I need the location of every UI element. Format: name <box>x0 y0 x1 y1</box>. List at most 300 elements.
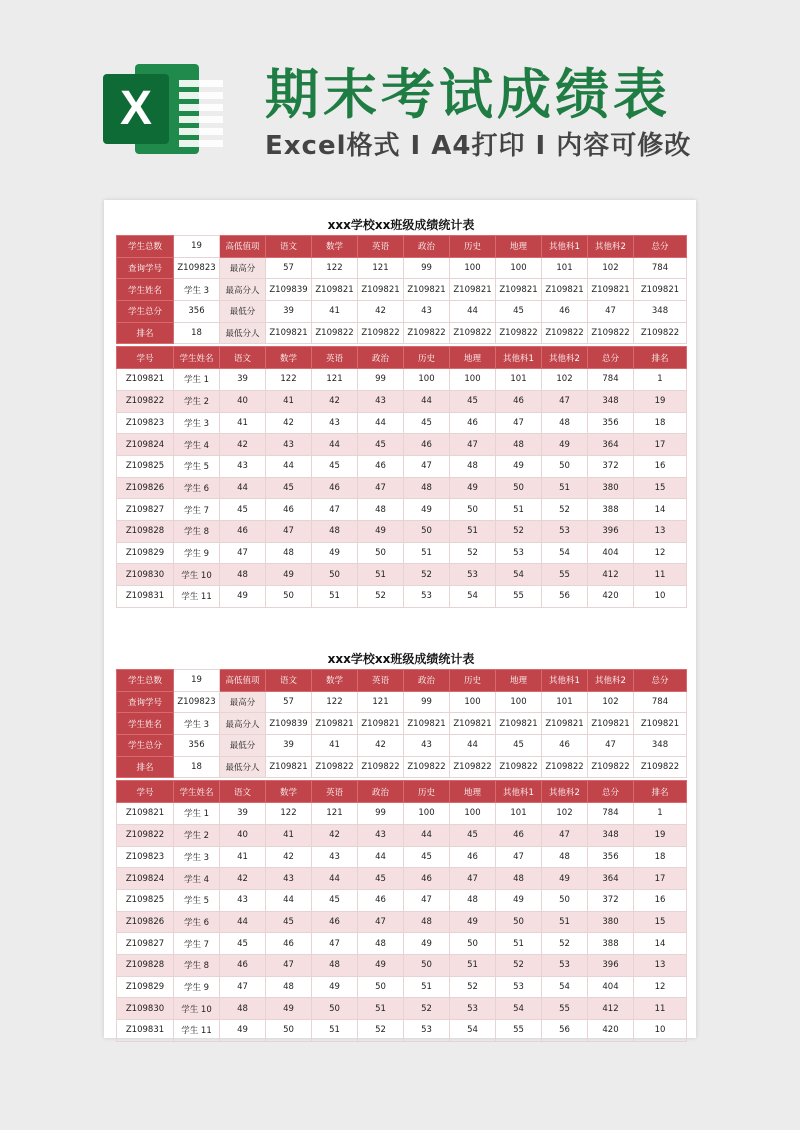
grade-cell[interactable]: 53 <box>542 520 588 542</box>
grade-cell[interactable]: 46 <box>496 824 542 846</box>
grade-cell[interactable]: 39 <box>220 803 266 825</box>
grade-cell[interactable]: 53 <box>542 954 588 976</box>
grade-cell[interactable]: 49 <box>312 542 358 564</box>
stat-cell[interactable]: Z109821 <box>496 279 542 301</box>
stat-cell[interactable]: Z109821 <box>404 279 450 301</box>
stat-cell[interactable]: Z109821 <box>634 279 687 301</box>
grade-cell[interactable]: 396 <box>588 954 634 976</box>
grade-cell[interactable]: 49 <box>358 520 404 542</box>
grade-cell[interactable]: 55 <box>496 586 542 608</box>
grade-cell[interactable]: 44 <box>266 455 312 477</box>
grade-cell[interactable]: 53 <box>450 998 496 1020</box>
grade-cell[interactable]: 49 <box>266 998 312 1020</box>
stat-cell[interactable]: Z109822 <box>450 322 496 344</box>
stat-cell[interactable]: Z109822 <box>358 756 404 778</box>
grade-cell[interactable]: 100 <box>404 803 450 825</box>
grade-cell[interactable]: 43 <box>358 390 404 412</box>
grade-cell[interactable]: 学生 3 <box>174 412 220 434</box>
grade-cell[interactable]: 44 <box>312 868 358 890</box>
grade-cell[interactable]: 52 <box>542 933 588 955</box>
grade-cell[interactable]: 51 <box>358 564 404 586</box>
grade-cell[interactable]: 48 <box>496 868 542 890</box>
grade-cell[interactable]: 14 <box>634 499 687 521</box>
grade-cell[interactable]: 46 <box>312 477 358 499</box>
grade-cell[interactable]: 50 <box>542 889 588 911</box>
grade-cell[interactable]: 47 <box>358 911 404 933</box>
grade-cell[interactable]: 41 <box>266 390 312 412</box>
grade-cell[interactable]: Z109828 <box>117 520 174 542</box>
stat-cell[interactable]: 44 <box>450 735 496 757</box>
grade-cell[interactable]: Z109824 <box>117 868 174 890</box>
grade-cell[interactable]: 49 <box>542 868 588 890</box>
grade-cell[interactable]: 42 <box>220 868 266 890</box>
grade-cell[interactable]: 16 <box>634 455 687 477</box>
grade-cell[interactable]: 50 <box>312 564 358 586</box>
grade-cell[interactable]: 52 <box>496 520 542 542</box>
grade-cell[interactable]: 43 <box>266 868 312 890</box>
grade-cell[interactable]: 17 <box>634 434 687 456</box>
grade-cell[interactable]: Z109821 <box>117 803 174 825</box>
stat-cell[interactable]: Z109839 <box>266 713 312 735</box>
grade-cell[interactable]: Z109826 <box>117 911 174 933</box>
grade-cell[interactable]: 学生 7 <box>174 499 220 521</box>
grade-cell[interactable]: 52 <box>496 954 542 976</box>
grade-cell[interactable]: 372 <box>588 889 634 911</box>
grade-cell[interactable]: 55 <box>542 998 588 1020</box>
grade-cell[interactable]: 48 <box>312 954 358 976</box>
stat-cell[interactable]: 122 <box>312 257 358 279</box>
grade-cell[interactable]: 48 <box>266 542 312 564</box>
grade-cell[interactable]: 学生 1 <box>174 803 220 825</box>
grade-cell[interactable]: 51 <box>312 586 358 608</box>
grade-cell[interactable]: 100 <box>450 803 496 825</box>
grade-cell[interactable]: 54 <box>496 998 542 1020</box>
grade-cell[interactable]: 18 <box>634 412 687 434</box>
grade-cell[interactable]: 45 <box>358 868 404 890</box>
grade-cell[interactable]: Z109827 <box>117 499 174 521</box>
grade-cell[interactable]: Z109831 <box>117 1020 174 1042</box>
grade-cell[interactable]: 50 <box>358 976 404 998</box>
grade-cell[interactable]: 51 <box>358 998 404 1020</box>
stat-cell[interactable]: 100 <box>496 257 542 279</box>
grade-cell[interactable]: 39 <box>220 369 266 391</box>
grade-cell[interactable]: 19 <box>634 390 687 412</box>
grade-cell[interactable]: 100 <box>450 369 496 391</box>
grade-cell[interactable]: 47 <box>542 390 588 412</box>
grade-cell[interactable]: 学生 1 <box>174 369 220 391</box>
grade-cell[interactable]: 46 <box>312 911 358 933</box>
grade-cell[interactable]: 46 <box>450 412 496 434</box>
grade-cell[interactable]: 40 <box>220 824 266 846</box>
grade-cell[interactable]: 56 <box>542 586 588 608</box>
grade-cell[interactable]: 44 <box>220 477 266 499</box>
grade-cell[interactable]: 19 <box>634 824 687 846</box>
grade-cell[interactable]: 54 <box>496 564 542 586</box>
grade-cell[interactable]: 51 <box>450 520 496 542</box>
grade-cell[interactable]: 50 <box>358 542 404 564</box>
grade-cell[interactable]: 45 <box>266 911 312 933</box>
stat-cell[interactable]: 101 <box>542 691 588 713</box>
stat-cell[interactable]: Z109821 <box>358 279 404 301</box>
grade-cell[interactable]: 12 <box>634 976 687 998</box>
grade-cell[interactable]: 404 <box>588 542 634 564</box>
grade-cell[interactable]: 53 <box>496 976 542 998</box>
grade-cell[interactable]: 42 <box>266 412 312 434</box>
grade-cell[interactable]: 学生 5 <box>174 455 220 477</box>
grade-cell[interactable]: 101 <box>496 803 542 825</box>
grade-cell[interactable]: Z109825 <box>117 455 174 477</box>
grade-cell[interactable]: 47 <box>404 889 450 911</box>
grade-cell[interactable]: 49 <box>542 434 588 456</box>
grade-cell[interactable]: 学生 9 <box>174 542 220 564</box>
grade-cell[interactable]: 52 <box>404 564 450 586</box>
grade-cell[interactable]: 学生 3 <box>174 846 220 868</box>
grade-cell[interactable]: 46 <box>404 868 450 890</box>
grade-cell[interactable]: 43 <box>220 455 266 477</box>
stat-cell[interactable]: Z109821 <box>634 713 687 735</box>
grade-cell[interactable]: 54 <box>450 586 496 608</box>
stat-cell[interactable]: Z109839 <box>266 279 312 301</box>
grade-cell[interactable]: 45 <box>404 412 450 434</box>
grade-cell[interactable]: Z109823 <box>117 846 174 868</box>
grade-cell[interactable]: 99 <box>358 369 404 391</box>
grade-cell[interactable]: 44 <box>404 824 450 846</box>
grade-cell[interactable]: 364 <box>588 434 634 456</box>
grade-cell[interactable]: 15 <box>634 911 687 933</box>
stat-cell[interactable]: 100 <box>450 691 496 713</box>
stat-cell[interactable]: Z109821 <box>542 713 588 735</box>
grade-cell[interactable]: 46 <box>220 520 266 542</box>
grade-cell[interactable]: 学生 2 <box>174 824 220 846</box>
stat-cell[interactable]: 57 <box>266 257 312 279</box>
grade-cell[interactable]: 54 <box>542 976 588 998</box>
grade-cell[interactable]: 13 <box>634 954 687 976</box>
grade-cell[interactable]: 51 <box>404 542 450 564</box>
grade-cell[interactable]: Z109830 <box>117 998 174 1020</box>
stat-cell[interactable]: 39 <box>266 735 312 757</box>
grade-cell[interactable]: 420 <box>588 1020 634 1042</box>
grade-cell[interactable]: 48 <box>266 976 312 998</box>
stat-cell[interactable]: Z109822 <box>404 322 450 344</box>
stat-cell[interactable]: 39 <box>266 301 312 323</box>
grade-cell[interactable]: 53 <box>404 1020 450 1042</box>
stat-cell[interactable]: Z109821 <box>542 279 588 301</box>
grade-cell[interactable]: 48 <box>496 434 542 456</box>
grade-cell[interactable]: 56 <box>542 1020 588 1042</box>
summary-value[interactable]: 18 <box>174 322 220 344</box>
stat-cell[interactable]: Z109822 <box>588 322 634 344</box>
grade-cell[interactable]: 1 <box>634 803 687 825</box>
grade-cell[interactable]: 12 <box>634 542 687 564</box>
stat-cell[interactable]: Z109822 <box>312 322 358 344</box>
grade-cell[interactable]: 48 <box>404 911 450 933</box>
grade-cell[interactable]: 45 <box>220 933 266 955</box>
grade-cell[interactable]: 42 <box>266 846 312 868</box>
stat-cell[interactable]: Z109822 <box>358 322 404 344</box>
grade-cell[interactable]: 356 <box>588 412 634 434</box>
grade-cell[interactable]: 43 <box>312 412 358 434</box>
grade-cell[interactable]: 48 <box>542 412 588 434</box>
stat-cell[interactable]: 784 <box>634 691 687 713</box>
summary-value[interactable]: Z109823 <box>174 691 220 713</box>
grade-cell[interactable]: 49 <box>404 933 450 955</box>
grade-cell[interactable]: 50 <box>450 499 496 521</box>
grade-cell[interactable]: 372 <box>588 455 634 477</box>
grade-cell[interactable]: 45 <box>220 499 266 521</box>
grade-cell[interactable]: 46 <box>358 455 404 477</box>
grade-cell[interactable]: 48 <box>358 499 404 521</box>
grade-cell[interactable]: 47 <box>542 824 588 846</box>
grade-cell[interactable]: 412 <box>588 998 634 1020</box>
stat-cell[interactable]: 41 <box>312 735 358 757</box>
grade-cell[interactable]: 16 <box>634 889 687 911</box>
grade-cell[interactable]: 121 <box>312 369 358 391</box>
stat-cell[interactable]: Z109822 <box>450 756 496 778</box>
grade-cell[interactable]: 348 <box>588 390 634 412</box>
grade-cell[interactable]: 41 <box>220 846 266 868</box>
grade-cell[interactable]: 420 <box>588 586 634 608</box>
summary-value[interactable]: 学生 3 <box>174 279 220 301</box>
grade-cell[interactable]: 388 <box>588 933 634 955</box>
grade-cell[interactable]: 40 <box>220 390 266 412</box>
grade-cell[interactable]: 45 <box>358 434 404 456</box>
grade-cell[interactable]: Z109828 <box>117 954 174 976</box>
grade-cell[interactable]: 46 <box>220 954 266 976</box>
stat-cell[interactable]: 122 <box>312 691 358 713</box>
grade-cell[interactable]: 784 <box>588 369 634 391</box>
grade-cell[interactable]: 学生 11 <box>174 586 220 608</box>
grade-cell[interactable]: 46 <box>450 846 496 868</box>
stat-cell[interactable]: Z109821 <box>266 756 312 778</box>
grade-cell[interactable]: 54 <box>542 542 588 564</box>
grade-cell[interactable]: 101 <box>496 369 542 391</box>
grade-cell[interactable]: 50 <box>496 477 542 499</box>
stat-cell[interactable]: 100 <box>450 257 496 279</box>
grade-cell[interactable]: 99 <box>358 803 404 825</box>
grade-cell[interactable]: 51 <box>404 976 450 998</box>
stat-cell[interactable]: Z109821 <box>588 713 634 735</box>
summary-value[interactable]: 18 <box>174 756 220 778</box>
grade-cell[interactable]: 48 <box>358 933 404 955</box>
stat-cell[interactable]: Z109822 <box>496 756 542 778</box>
grade-cell[interactable]: 54 <box>450 1020 496 1042</box>
grade-cell[interactable]: 50 <box>404 520 450 542</box>
grade-cell[interactable]: 46 <box>266 499 312 521</box>
stat-cell[interactable]: 99 <box>404 691 450 713</box>
grade-cell[interactable]: 学生 4 <box>174 434 220 456</box>
grade-cell[interactable]: 47 <box>312 933 358 955</box>
grade-cell[interactable]: 10 <box>634 586 687 608</box>
stat-cell[interactable]: 102 <box>588 691 634 713</box>
grade-cell[interactable]: 348 <box>588 824 634 846</box>
stat-cell[interactable]: Z109822 <box>634 756 687 778</box>
stat-cell[interactable]: 45 <box>496 301 542 323</box>
grade-cell[interactable]: 356 <box>588 846 634 868</box>
stat-cell[interactable]: 102 <box>588 257 634 279</box>
stat-cell[interactable]: Z109821 <box>588 279 634 301</box>
grade-cell[interactable]: 43 <box>220 889 266 911</box>
grade-cell[interactable]: 46 <box>266 933 312 955</box>
grade-cell[interactable]: 41 <box>266 824 312 846</box>
grade-cell[interactable]: 44 <box>404 390 450 412</box>
grade-cell[interactable]: 45 <box>450 824 496 846</box>
grade-cell[interactable]: 学生 2 <box>174 390 220 412</box>
stat-cell[interactable]: 47 <box>588 301 634 323</box>
grade-cell[interactable]: 50 <box>266 586 312 608</box>
grade-cell[interactable]: 学生 8 <box>174 520 220 542</box>
grade-cell[interactable]: 45 <box>312 455 358 477</box>
grade-cell[interactable]: 48 <box>450 455 496 477</box>
grade-cell[interactable]: 47 <box>404 455 450 477</box>
grade-cell[interactable]: 49 <box>220 1020 266 1042</box>
stat-cell[interactable]: 57 <box>266 691 312 713</box>
grade-cell[interactable]: Z109829 <box>117 542 174 564</box>
stat-cell[interactable]: Z109822 <box>542 322 588 344</box>
stat-cell[interactable]: Z109822 <box>496 322 542 344</box>
grade-cell[interactable]: 47 <box>358 477 404 499</box>
stat-cell[interactable]: Z109821 <box>404 713 450 735</box>
grade-cell[interactable]: 52 <box>542 499 588 521</box>
grade-cell[interactable]: 47 <box>496 846 542 868</box>
grade-cell[interactable]: 44 <box>312 434 358 456</box>
grade-cell[interactable]: Z109824 <box>117 434 174 456</box>
grade-cell[interactable]: 13 <box>634 520 687 542</box>
stat-cell[interactable]: 42 <box>358 301 404 323</box>
stat-cell[interactable]: 45 <box>496 735 542 757</box>
grade-cell[interactable]: 102 <box>542 369 588 391</box>
grade-cell[interactable]: 53 <box>404 586 450 608</box>
stat-cell[interactable]: 121 <box>358 257 404 279</box>
grade-cell[interactable]: 48 <box>450 889 496 911</box>
grade-cell[interactable]: 47 <box>496 412 542 434</box>
grade-cell[interactable]: 49 <box>312 976 358 998</box>
grade-cell[interactable]: 44 <box>220 911 266 933</box>
grade-cell[interactable]: 1 <box>634 369 687 391</box>
grade-cell[interactable]: 51 <box>542 911 588 933</box>
grade-cell[interactable]: 47 <box>266 520 312 542</box>
grade-cell[interactable]: 45 <box>404 846 450 868</box>
grade-cell[interactable]: 50 <box>404 954 450 976</box>
grade-cell[interactable]: Z109821 <box>117 369 174 391</box>
grade-cell[interactable]: 45 <box>266 477 312 499</box>
grade-cell[interactable]: 100 <box>404 369 450 391</box>
grade-cell[interactable]: 48 <box>404 477 450 499</box>
grade-cell[interactable]: 44 <box>266 889 312 911</box>
stat-cell[interactable]: 121 <box>358 691 404 713</box>
grade-cell[interactable]: 50 <box>312 998 358 1020</box>
stat-cell[interactable]: Z109821 <box>450 279 496 301</box>
grade-cell[interactable]: 50 <box>450 933 496 955</box>
grade-cell[interactable]: 51 <box>496 499 542 521</box>
grade-cell[interactable]: 43 <box>266 434 312 456</box>
grade-cell[interactable]: 49 <box>496 889 542 911</box>
grade-cell[interactable]: Z109822 <box>117 390 174 412</box>
stat-cell[interactable]: 100 <box>496 691 542 713</box>
grade-cell[interactable]: 380 <box>588 477 634 499</box>
stat-cell[interactable]: Z109821 <box>312 713 358 735</box>
stat-cell[interactable]: Z109821 <box>450 713 496 735</box>
stat-cell[interactable]: Z109821 <box>496 713 542 735</box>
grade-cell[interactable]: 49 <box>496 455 542 477</box>
grade-cell[interactable]: 43 <box>358 824 404 846</box>
grade-cell[interactable]: 52 <box>450 542 496 564</box>
grade-cell[interactable]: 51 <box>450 954 496 976</box>
grade-cell[interactable]: 51 <box>496 933 542 955</box>
grade-cell[interactable]: 50 <box>266 1020 312 1042</box>
grade-cell[interactable]: 52 <box>404 998 450 1020</box>
grade-cell[interactable]: 学生 10 <box>174 998 220 1020</box>
stat-cell[interactable]: 44 <box>450 301 496 323</box>
grade-cell[interactable]: Z109830 <box>117 564 174 586</box>
grade-cell[interactable]: 学生 10 <box>174 564 220 586</box>
grade-cell[interactable]: 412 <box>588 564 634 586</box>
stat-cell[interactable]: 784 <box>634 257 687 279</box>
stat-cell[interactable]: 47 <box>588 735 634 757</box>
grade-cell[interactable]: 51 <box>312 1020 358 1042</box>
grade-cell[interactable]: 52 <box>450 976 496 998</box>
stat-cell[interactable]: Z109822 <box>542 756 588 778</box>
grade-cell[interactable]: 364 <box>588 868 634 890</box>
grade-cell[interactable]: Z109831 <box>117 586 174 608</box>
grade-cell[interactable]: 396 <box>588 520 634 542</box>
grade-cell[interactable]: 380 <box>588 911 634 933</box>
stat-cell[interactable]: 101 <box>542 257 588 279</box>
grade-cell[interactable]: 学生 6 <box>174 911 220 933</box>
stat-cell[interactable]: 41 <box>312 301 358 323</box>
summary-value[interactable]: 19 <box>174 670 220 692</box>
grade-cell[interactable]: 17 <box>634 868 687 890</box>
grade-cell[interactable]: 102 <box>542 803 588 825</box>
stat-cell[interactable]: 348 <box>634 735 687 757</box>
grade-cell[interactable]: 学生 11 <box>174 1020 220 1042</box>
grade-cell[interactable]: 53 <box>450 564 496 586</box>
grade-cell[interactable]: 49 <box>450 911 496 933</box>
grade-cell[interactable]: 10 <box>634 1020 687 1042</box>
grade-cell[interactable]: 15 <box>634 477 687 499</box>
grade-cell[interactable]: 18 <box>634 846 687 868</box>
grade-cell[interactable]: 41 <box>220 412 266 434</box>
grade-cell[interactable]: 48 <box>220 998 266 1020</box>
grade-cell[interactable]: 51 <box>542 477 588 499</box>
grade-cell[interactable]: 学生 6 <box>174 477 220 499</box>
grade-cell[interactable]: 50 <box>496 911 542 933</box>
grade-cell[interactable]: 44 <box>358 412 404 434</box>
grade-cell[interactable]: 43 <box>312 846 358 868</box>
stat-cell[interactable]: Z109822 <box>312 756 358 778</box>
summary-value[interactable]: 356 <box>174 301 220 323</box>
grade-cell[interactable]: 学生 5 <box>174 889 220 911</box>
stat-cell[interactable]: 348 <box>634 301 687 323</box>
grade-cell[interactable]: 784 <box>588 803 634 825</box>
grade-cell[interactable]: 47 <box>450 868 496 890</box>
grade-cell[interactable]: 学生 4 <box>174 868 220 890</box>
grade-cell[interactable]: 404 <box>588 976 634 998</box>
grade-cell[interactable]: 52 <box>358 586 404 608</box>
stat-cell[interactable]: Z109821 <box>266 322 312 344</box>
grade-cell[interactable]: 122 <box>266 369 312 391</box>
grade-cell[interactable]: 121 <box>312 803 358 825</box>
grade-cell[interactable]: 46 <box>496 390 542 412</box>
grade-cell[interactable]: 47 <box>266 954 312 976</box>
grade-cell[interactable]: 学生 7 <box>174 933 220 955</box>
grade-cell[interactable]: Z109829 <box>117 976 174 998</box>
grade-cell[interactable]: 46 <box>358 889 404 911</box>
grade-cell[interactable]: 49 <box>220 586 266 608</box>
grade-cell[interactable]: 48 <box>542 846 588 868</box>
stat-cell[interactable]: Z109821 <box>312 279 358 301</box>
summary-value[interactable]: Z109823 <box>174 257 220 279</box>
grade-cell[interactable]: 11 <box>634 564 687 586</box>
